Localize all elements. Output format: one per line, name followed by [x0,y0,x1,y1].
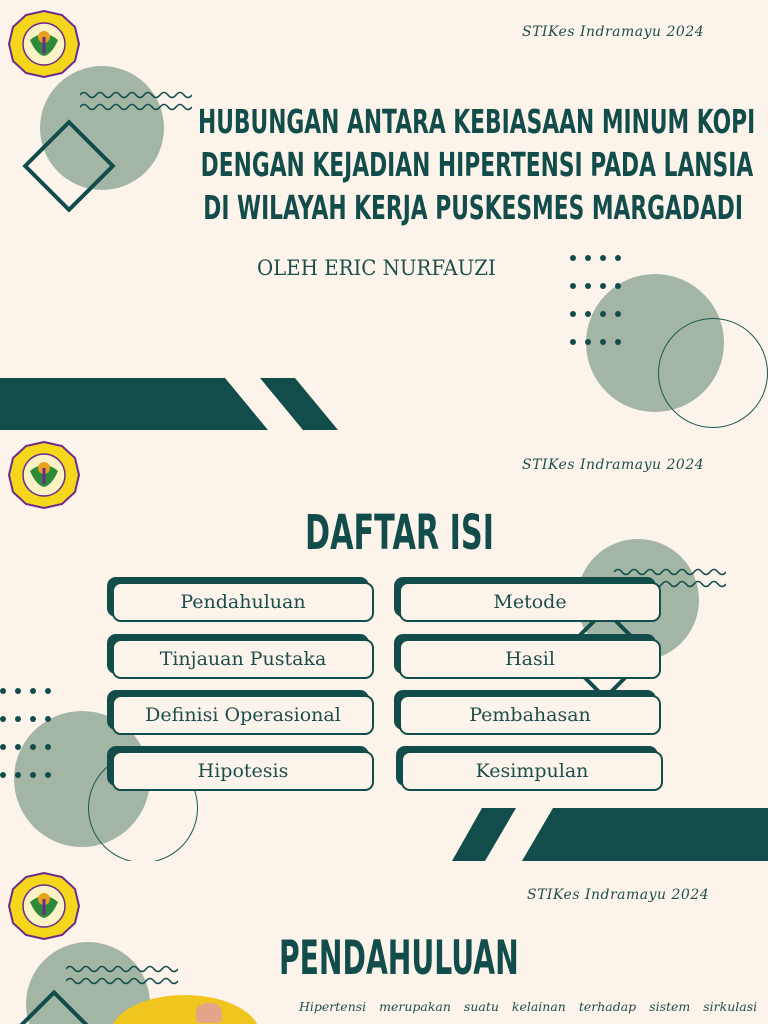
dot-grid [0,688,53,778]
title-line: HUBUNGAN ANTARA KEBIASAAN MINUM KOPI [198,102,756,141]
wave-decoration [66,962,178,988]
toc-item-label: Tinjauan Pustaka [112,639,374,679]
section-title: PENDAHULUAN [279,931,519,986]
wave-decoration [80,88,192,114]
toc-item-hipotesis[interactable] [112,751,374,791]
slide-table-of-contents[interactable] [0,431,768,861]
college-logo [8,872,80,944]
intro-paragraph: Hipertensi merupakan suatu kelainan terhadap sistem sirkulasi [299,999,758,1014]
toc-item-pendahuluan[interactable] [112,582,374,622]
stripe-decoration [452,808,768,861]
college-logo [8,441,80,513]
title-line: DENGAN KEJADIAN HIPERTENSI PADA LANSIA [200,145,754,184]
slide-pendahuluan[interactable] [0,862,768,1024]
toc-item-label: Pendahuluan [112,582,374,622]
toc-item-label: Metode [399,582,661,622]
toc-item-metode[interactable] [399,582,661,622]
institution-label: STIKes Indramayu 2024 [527,887,710,903]
title-line: DI WILAYAH KERJA PUSKESMES MARGADADI [203,188,743,227]
slide-title[interactable] [0,0,768,430]
dot-grid [570,255,623,345]
presentation-title [198,100,755,229]
toc-item-tinjauan-pustaka[interactable] [112,639,374,679]
institution-label: STIKes Indramayu 2024 [522,24,705,40]
institution-label: STIKes Indramayu 2024 [522,457,705,473]
section-title: DAFTAR ISI [305,505,494,561]
toc-item-hasil[interactable] [399,639,661,679]
toc-item-definisi-operasional[interactable] [112,695,374,735]
toc-item-label: Definisi Operasional [112,695,374,735]
toc-item-label: Hipotesis [112,751,374,791]
author-name: OLEH ERIC NURFAUZI [257,256,496,280]
stripe-decoration [0,378,345,430]
hand-image [196,1003,222,1023]
decor-ring [658,318,768,428]
toc-item-label: Pembahasan [399,695,661,735]
toc-item-kesimpulan[interactable] [401,751,663,791]
toc-item-label: Kesimpulan [401,751,663,791]
college-logo [8,10,80,82]
toc-item-label: Hasil [399,639,661,679]
toc-item-pembahasan[interactable] [399,695,661,735]
